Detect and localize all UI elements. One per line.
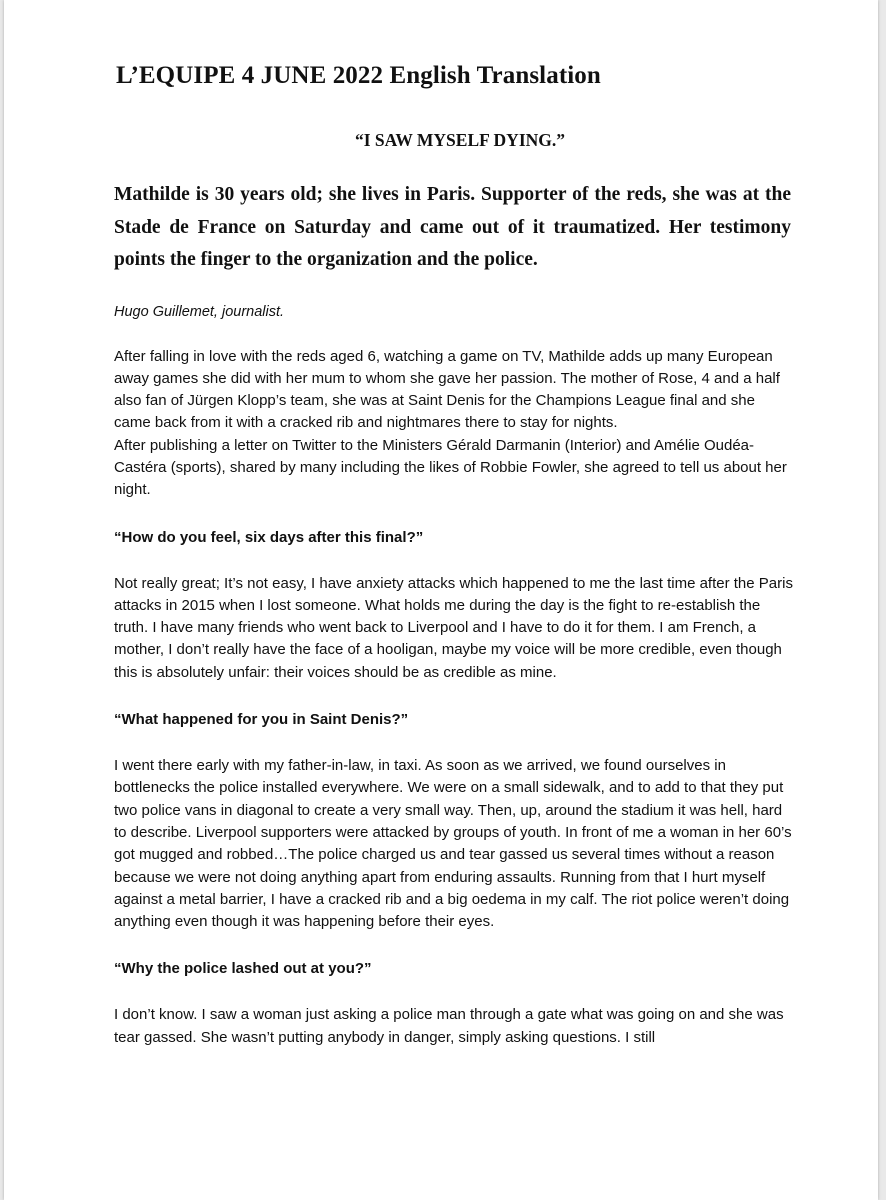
document-content	[111, 58, 791, 1049]
document-page	[4, 0, 878, 1200]
document-title: L’EQUIPE 4 JUNE 2022 English Translation	[116, 62, 601, 89]
article-byline: Hugo Guillemet, journalist.	[114, 303, 285, 320]
intro-paragraph: After publishing a letter on Twitter to the Ministers Gérald Darmanin (Interior) and Amélie Oudéa- Castéra (sports), shared by many including the likes of Robbie Fowler, she agreed to tell us about her night.	[114, 436, 787, 499]
article-standfirst: Mathilde is 30 years old; she lives in Paris. Supporter of the reds, she was at the Stade de France on Saturday and came out of it traumatized. Her testimony points the finger to the organization and the police.	[114, 184, 791, 270]
interview-answer: Not really great; It’s not easy, I have anxiety attacks which happened to me the last time after the Paris attacks in 2015 when I lost someone. What holds me during the day is the fight to re-establish the truth. I have many friends who went back to Liverpool and I have to do it for them. I am French, a mother, I don’t really have the face of a hooligan, maybe my voice will be more credible, even though this is absolutely unfair: their voices should be as credible as mine.	[114, 574, 793, 681]
interview-answer: I went there early with my father-in-law, in taxi. As soon as we arrived, we found ourselves in bottlenecks the police installed everywhere. We were on a small sidewalk, and to add to that they put two police vans in diagonal to create a very small way. Then, up, around the stadium it was hell, hard to describe. Liverpool supporters were attacked by groups of youth. In front of me a woman in her 60’s got mugged and robbed…The police charged us and tear gassed us several times without a reason because we were not doing anything apart from enduring assaults. Running from that I hurt myself against a metal barrier, I have a cracked rib and a big oedema in my calf. The riot police weren’t doing anything even though it was happening before their eyes.	[114, 757, 792, 931]
intro-paragraph: After falling in love with the reds aged 6, watching a game on TV, Mathilde adds up many European away games she did with her mum to whom she gave her passion. The mother of Rose, 4 and a half also fan of Jürgen Klopp’s team, she was at Saint Denis for the Champions League final and she came back from it with a cracked rib and nightmares there to stay for nights.	[114, 347, 780, 432]
interview-question: “What happened for you in Saint Denis?”	[114, 711, 409, 729]
interview-question: “How do you feel, six days after this final?”	[114, 528, 424, 546]
interview-question: “Why the police lashed out at you?”	[114, 960, 372, 978]
interview-answer: I don’t know. I saw a woman just asking a police man through a gate what was going on and she was tear gassed. She wasn’t putting anybody in danger, simply asking questions. I still	[114, 1006, 784, 1046]
article-headline: “I SAW MYSELF DYING.”	[354, 130, 566, 150]
